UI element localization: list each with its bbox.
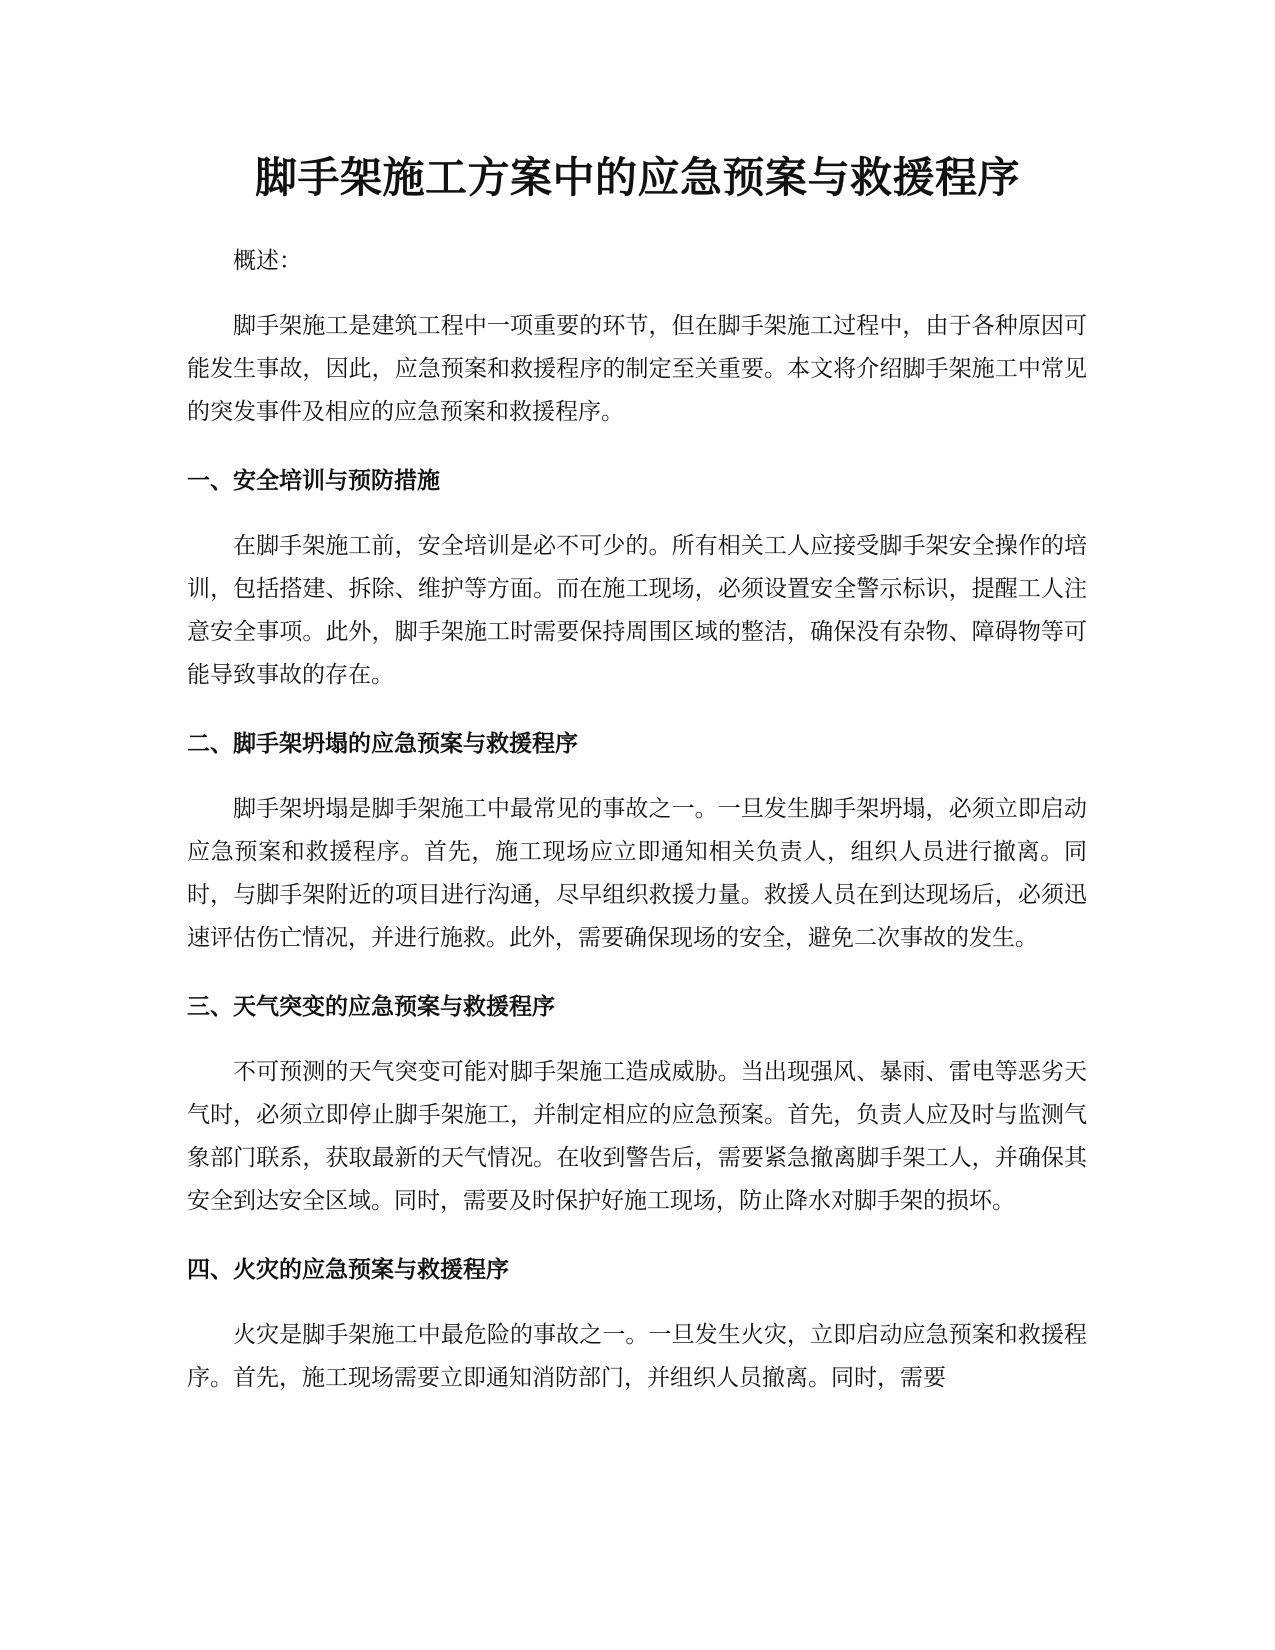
intro-paragraph: 脚手架施工是建筑工程中一项重要的环节，但在脚手架施工过程中，由于各种原因可能发生事故，因此，应急预案和救援程序的制定至关重要。本文将介绍脚手架施工中常见的突发事件及相应的应急预案和救援程序。 <box>187 313 1087 425</box>
section-heading-collapse: 二、脚手架坍塌的应急预案与救援程序 <box>187 731 578 757</box>
section-paragraph-training: 在脚手架施工前，安全培训是必不可少的。所有相关工人应接受脚手架安全操作的培训，包括搭建、拆除、维护等方面。而在施工现场，必须设置安全警示标识，提醒工人注意安全事项。此外，脚手架施工时需要保持周围区域的整洁，确保没有杂物、障碍物等可能导致事故的存在。 <box>187 533 1087 688</box>
section-paragraph-fire: 火灾是脚手架施工中最危险的事故之一。一旦发生火灾，立即启动应急预案和救援程序。首先，施工现场需要立即通知消防部门，并组织人员撤离。同时，需要 <box>187 1322 1087 1391</box>
section-heading-weather: 三、天气突变的应急预案与救援程序 <box>187 994 555 1020</box>
section-heading-fire: 四、火灾的应急预案与救援程序 <box>187 1257 509 1283</box>
section-paragraph-weather: 不可预测的天气突变可能对脚手架施工造成威胁。当出现强风、暴雨、雷电等恶劣天气时，必须立即停止脚手架施工，并制定相应的应急预案。首先，负责人应及时与监测气象部门联系，获取最新的天气情况。在收到警告后，需要紧急撤离脚手架工人，并确保其安全到达安全区域。同时，需要及时保护好施工现场，防止降水对脚手架的损坏。 <box>187 1059 1087 1214</box>
section-paragraph-collapse: 脚手架坍塌是脚手架施工中最常见的事故之一。一旦发生脚手架坍塌，必须立即启动应急预案和救援程序。首先，施工现场应立即通知相关负责人，组织人员进行撤离。同时，与脚手架附近的项目进行沟通，尽早组织救援力量。救援人员在到达现场后，必须迅速评估伤亡情况，并进行施救。此外，需要确保现场的安全，避免二次事故的发生。 <box>187 796 1087 951</box>
document-body <box>187 240 1087 1426</box>
section-heading-training: 一、安全培训与预防措施 <box>187 468 440 494</box>
page-title: 脚手架施工方案中的应急预案与救援程序 <box>254 153 1020 202</box>
overview-label: 概述： <box>233 248 302 274</box>
